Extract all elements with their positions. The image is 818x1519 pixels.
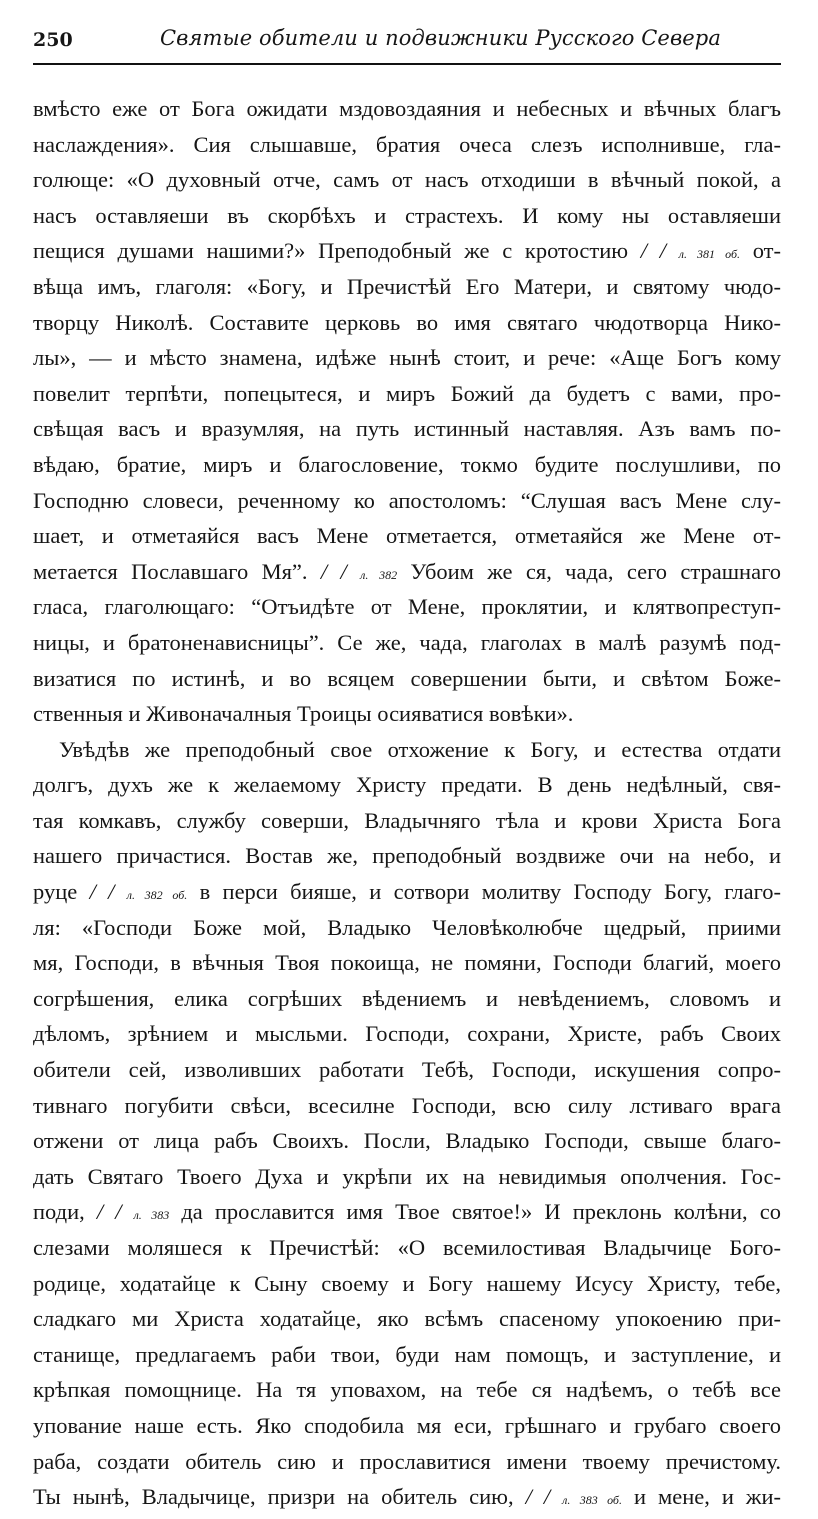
text-line: ля: «Господи Боже мой, Владыко Человѣколюбче щедрый, приими [33,914,781,940]
text-line: тивнаго погубити свѣси, всесилне Господи, всю силу лстиваго врага [33,1092,781,1118]
text-line: Увѣдѣв же преподобный свое отхожение к Богу, и естества отдати [59,736,781,762]
text-line: нашего причастися. Востав же, преподобный воздвиже очи на небо, и [33,843,781,869]
text-line: слезами моляшеся к Пречистѣй: «О всемилостивая Владычице Бого- [33,1235,781,1260]
line-text: Ты нынѣ, Владычице, призри на обитель сию, [33,1484,526,1510]
line-text: метается Пославшаго Мя”. [33,558,321,584]
text-line: свѣщая васъ и вразумляя, на путь истинный наставляя. Азъ вамъ по- [33,416,781,442]
text-line [33,874,781,910]
text-line: творцу Николѣ. Составите церковь во имя святаго чюдотворца Нико- [33,309,781,335]
text-line: вмѣсто еже от Бога ожидати мздовоздаяния и небесных и вѣчных благъ [33,96,781,121]
folio-separator: / / [525,1484,551,1510]
text-line: обители сей, изволивших работати Тебѣ, Господи, искушения сопро- [33,1057,781,1083]
folio-reference: л. 382 об. [126,888,188,903]
text-line [33,554,781,590]
text-line: дѣломъ, зрѣнием и мысльми. Господи, сохрани, Христе, рабъ Своих [33,1021,781,1047]
text-line: мя, Господи, в вѣчныя Твоя покоища, не помяни, Господи благий, моего [33,950,781,976]
text-line: насъ оставляеши въ скорбѣхъ и страстехъ. И кому ны оставляеши [33,202,781,228]
text-line: повелит терпѣти, попецытеся, и миръ Божий да будетъ с вами, про- [33,380,781,406]
running-title: Святые обители и подвижники Русского Севера [160,26,721,50]
text-line: станище, предлагаемъ раби твои, буди нам помощъ, и заступление, и [33,1341,781,1367]
folio-separator: / / [89,879,115,905]
folio-reference: л. 382 [360,567,398,582]
running-header [33,26,781,62]
text-line: упование наше есть. Яко сподобила мя еси, грѣшнаго и грубаго своего [33,1412,781,1438]
text-line: гласа, глаголющаго: “Отъидѣте от Мене, проклятии, и клятвопреступ- [33,594,781,620]
text-line: отжени от лица рабъ Своихъ. Посли, Владыко Господи, свыше благо- [33,1128,781,1154]
folio-reference: л. 383 об. [562,1493,622,1508]
text-line: раба, создати обитель сию и прославитися имени твоему пречистому. [33,1448,781,1474]
text-line: сладкаго ми Христа ходатайце, яко всѣмъ спасеному упокоению при- [33,1306,781,1332]
text-line: родице, ходатайце к Сыну своему и Богу нашему Исусу Христу, тебе, [33,1270,781,1296]
folio-reference: л. 383 [133,1208,170,1223]
page-number: 250 [33,29,73,51]
text-line: Господню словеси, реченному ко апостоломъ: “Слушая васъ Мене слу- [33,487,781,513]
folio-separator: / / [96,1199,122,1225]
text-line: наслаждения». Сия слышавше, братия очеса слезъ исполнивше, гла- [33,131,781,157]
text-line: вѣща имъ, глаголя: «Богу, и Пречистѣй Его Матери, и святому чюдо- [33,273,781,299]
text-line: дать Святаго Твоего Духа и укрѣпи их на невидимыя ополчения. Гос- [33,1163,781,1189]
line-text: в перси бияше, и сотвори молитву Господу Богу, глаго- [187,879,782,905]
text-line: визатися по истинѣ, и во всяцем совершении быти, и свѣтом Боже- [33,665,781,691]
text-line: долгъ, духъ же к желаемому Христу предати. В день недѣлный, свя- [33,772,781,798]
line-text: да прославится имя Твое святое!» И преклонь колѣни, со [169,1199,781,1225]
text-line: тая комкавъ, службу соверши, Владычняго тѣла и крови Христа Бога [33,807,781,833]
text-line: лы», — и мѣсто знамена, идѣже нынѣ стоит, и рече: «Аще Богъ кому [33,345,781,371]
header-rule [33,63,781,65]
folio-separator: / / [320,558,347,584]
folio-reference: л. 381 об. [678,247,741,262]
text-line [33,1479,781,1515]
text-line: ницы, и братоненависницы”. Се же, чада, глаголах в малѣ разумѣ под- [33,629,781,655]
text-line: согрѣшения, елика согрѣших вѣдениемъ и невѣдениемъ, словомъ и [33,985,781,1011]
body-text [33,91,781,1515]
text-line: крѣпкая помощнице. На тя уповахом, на тебе ся надѣемъ, о тебѣ все [33,1377,781,1403]
line-text: поди, [33,1199,97,1225]
text-line: голюще: «О духовный отче, самъ от насъ отходиши в вѣчный покой, а [33,167,781,193]
line-text: руце [33,879,90,905]
text-line: вѣдаю, братие, миръ и благословение, токмо будите послушливи, по [33,451,781,477]
line-text: от- [740,238,782,264]
text-line [33,233,781,269]
line-text: и мене, и жи- [621,1484,781,1510]
line-text: Убоим же ся, чада, сего страшнаго [397,558,781,584]
folio-separator: / / [640,238,666,264]
text-line: ственныя и Живоначалныя Троицы осияватися вовѣки». [33,701,574,727]
line-text: пещися душами нашими?» Преподобный же с кротостию [33,238,641,264]
text-line: шает, и отметаяйся васъ Мене отметается, отметаяйся же Мене от- [33,523,781,549]
text-line [33,1194,781,1230]
